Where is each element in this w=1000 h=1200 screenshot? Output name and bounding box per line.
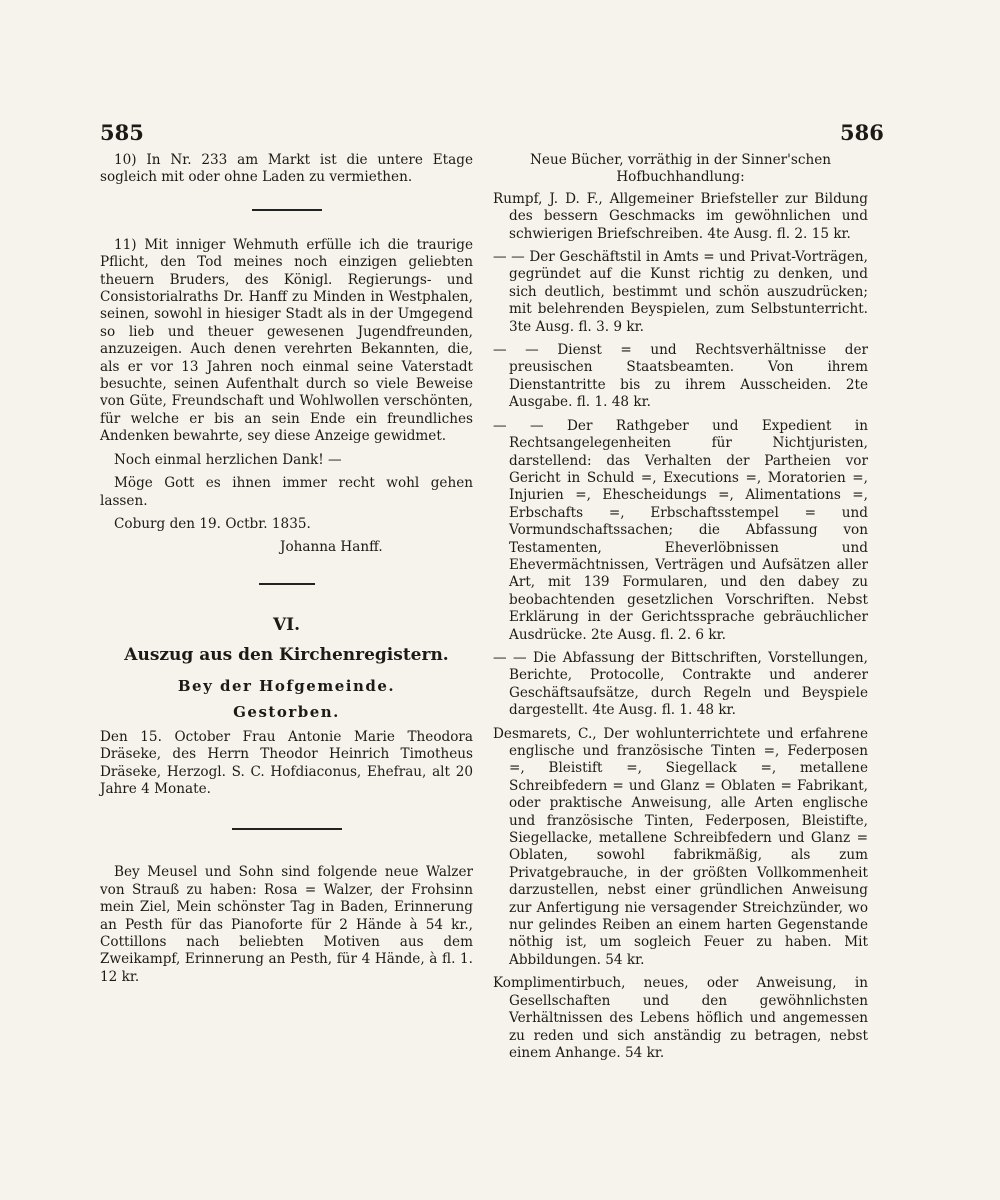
wish-line: Möge Gott es ihnen immer recht wohl gehen lassen.: [100, 475, 473, 509]
section-title: Auszug aus den Kirchenregistern.: [124, 644, 449, 665]
bookshop-heading: Neue Bücher, vorräthig in der Sinner'schen Hofbuchhandlung:: [530, 152, 831, 186]
right-column: [493, 152, 868, 1068]
dateline: Coburg den 19. Octbr. 1835.: [114, 515, 311, 532]
death-entry: Den 15. October Frau Antonie Marie Theodora Dräseke, des Herrn Theodor Heinrich Timotheus Dräseke, Herzogl. S. C. Hofdiaconus, Ehefrau, alt 20 Jahre 4 Monate.: [100, 728, 473, 797]
separator-rule: [232, 828, 342, 830]
music-advertisement: Bey Meusel und Sohn sind folgende neue Walzer von Strauß zu haben: Rosa = Walzer, der Frohsinn mein Ziel, Mein schönster Tag in Baden, Erinnerung an Pesth für das Pianoforte für 2 Hände à 54 kr., Cottillons nach beliebten Motiven aus dem Zweikampf, Erinnerung an Pesth, für 4 Hände, à fl. 1. 12 kr.: [100, 864, 473, 985]
page-number-right: 586: [840, 120, 884, 145]
signature: Johanna Hanff.: [280, 539, 383, 556]
deceased-heading: Gestorben.: [233, 702, 340, 721]
book-entry: — — Die Abfassung der Bittschriften, Vorstellungen, Berichte, Protocolle, Contrakte und anderer Geschäftsaufsätze, durch Regeln und Beyspiele dargestellt. 4te Ausg. fl. 1. 48 kr.: [493, 649, 868, 719]
page-number-left: 585: [100, 120, 144, 145]
book-entry: Desmarets, C., Der wohlunterrichtete und erfahrene englische und französische Tinten =, Federposen =, Bleistift =, Siegellack =, metallene Schreibfedern = und Glanz = Oblaten = Fabrikant, oder praktische Anweisung, alle Arten englische und französische Tinten, Federposen, Bleistifte, Siegellacke, metallene Schreibfedern und Glanz = Oblaten, sowohl fabrikmäßig, als zum Privatgebrauche, in der größten Vollkommenheit darzustellen, nebst einer gründlichen Anweisung zur Anfertigung nie versagender Streichzünder, wo nur gelindes Reiben an einem harten Gegenstande nöthig ist, um sogleich Feuer zu haben. Mit Abbildungen. 54 kr.: [493, 725, 868, 968]
section-numeral: VI.: [272, 614, 301, 635]
left-column: [100, 152, 473, 992]
book-entry: Rumpf, J. D. F., Allgemeiner Briefsteller zur Bildung des bessern Geschmacks im gewöhnlichen und schwierigen Briefschreiben. 4te Ausg. fl. 2. 15 kr.: [493, 190, 868, 242]
book-entry: — — Dienst = und Rechtsverhältnisse der preusischen Staatsbeamten. Von ihrem Dienstantritte bis zu ihrem Ausscheiden. 2te Ausgabe. fl. 1. 48 kr.: [493, 342, 868, 411]
notice-11: 11) Mit inniger Wehmuth erfülle ich die traurige Pflicht, den Tod meines noch einzigen geliebten theuern Bruders, des Königl. Regierungs- und Consistorialraths Dr. Hanff zu Minden in Westphalen, seinen, sowohl in hiesiger Stadt als in der Umgegend so lieb und theuer gewesenen Jugendfreunden, anzuzeigen. Auch denen verehrten Bekannten, die, als er vor 13 Jahren noch einmal seine Vaterstadt besuchte, seinen Aufenthalt durch so viele Beweise von Güte, Freundschaft und Wohlwollen verschönten, für welche er bis an sein Ende ein freundliches Andenken bewahrte, sey diese Anzeige gewidmet.: [100, 236, 473, 445]
parish-heading: Bey der Hofgemeinde.: [177, 676, 396, 695]
book-entry: — — Der Geschäftstil in Amts = und Privat-Vorträgen, gegründet auf die Kunst richtig zu denken, und sich deutlich, bestimmt und schön auszudrücken; mit belehrenden Beyspielen, zum Selbstunterricht. 3te Ausg. fl. 3. 9 kr.: [493, 249, 868, 335]
book-entry: — — Der Rathgeber und Expedient in Rechtsangelegenheiten für Nichtjuristen, darstellend: das Verhalten der Partheien vor Gericht in Schuld =, Executions =, Moratorien =, Injurien =, Ehescheidungs =, Alimentations =, Erbschafts =, Erbschaftsstempel = und Vormundschaftssachen; die Abfassung von Testamenten, Eheverlöbnissen und Ehevermächtnissen, Verträgen und Aufsätzen aller Art, mit 139 Formularen, und den dabey zu beobachtenden gesetzlichen Vorschriften. Nebst Erklärung in der Gerichtssprache gebräuchlicher Ausdrücke. 2te Ausg. fl. 2. 6 kr.: [493, 417, 868, 643]
separator-rule: [259, 583, 315, 585]
book-entry: Komplimentirbuch, neues, oder Anweisung, in Gesellschaften und den gewöhnlichsten Verhältnissen des Lebens höflich und angemessen zu reden und sich anständig zu betragen, nebst einem Anhange. 54 kr.: [493, 975, 868, 1061]
notice-10: 10) In Nr. 233 am Markt ist die untere Etage sogleich mit oder ohne Laden zu vermiethen.: [100, 152, 473, 186]
separator-rule: [252, 209, 322, 211]
thanks-line: Noch einmal herzlichen Dank! —: [114, 451, 342, 468]
